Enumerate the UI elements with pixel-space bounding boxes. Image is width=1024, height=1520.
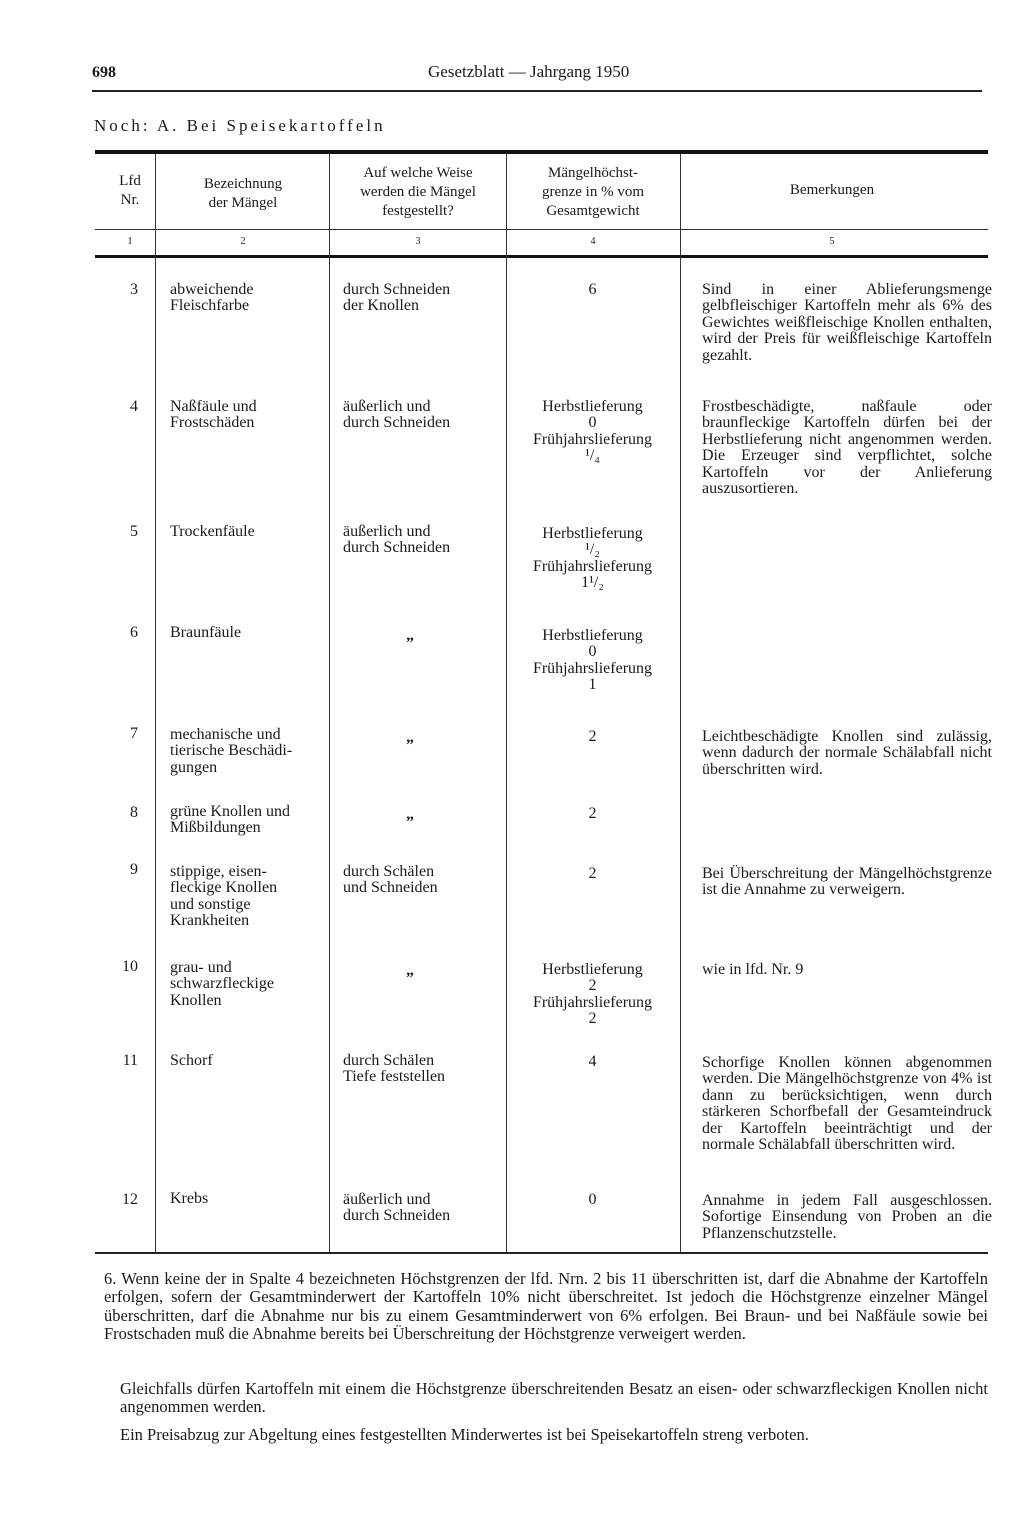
defect-name: Schorf	[170, 1052, 213, 1069]
row-number: 4	[130, 398, 138, 415]
row-number: 8	[130, 804, 138, 821]
remark: Frostbeschädigte, naßfaule oder braunfleckige Kartoffeln dürfen bei der Herbstlieferung nicht angenommen werden. Die Erzeuger sind verpflichtet, solche Kartoffeln vor der Anlieferung auszusortieren.	[702, 398, 992, 498]
page-number: 698	[92, 64, 116, 81]
column-number: 1	[127, 236, 133, 247]
row-number: 7	[130, 725, 138, 742]
section-subtitle: Noch: A. Bei Speisekartoffeln	[94, 116, 386, 135]
remark: Annahme in jedem Fall ausgeschlossen. Sofortige Einsendung von Proben an die Pflanzenschutzstelle.	[702, 1192, 992, 1242]
detection-method: durch Schälen Tiefe feststellen	[343, 1052, 446, 1086]
table-colnum-rule	[95, 255, 988, 258]
table-header-rule	[95, 229, 988, 230]
header-rule	[92, 90, 982, 92]
defect-name: mechanische und tierische Beschädi- gungen	[170, 726, 293, 776]
note-paragraph: Ein Preisabzug zur Abgeltung eines festgestellten Minderwertes ist bei Speisekartoffeln streng verboten.	[120, 1425, 809, 1444]
row-number: 10	[122, 958, 138, 975]
column-divider	[155, 154, 156, 1252]
defect-name: Naßfäule und Frostschäden	[170, 398, 257, 432]
table-bottom-rule	[95, 1252, 988, 1254]
detection-method: durch Schälen und Schneiden	[343, 863, 438, 897]
detection-method: durch Schneiden der Knollen	[343, 281, 451, 315]
table-top-rule	[95, 150, 988, 154]
remark: Schorfige Knollen können abgenommen werden. Die Mängelhöchstgrenze von 4% ist dann zu berücksichtigen, wenn durch stärkeren Schorfbefall der Gesamteindruck der Kartoffeln beeinträchtigt und der normale Schälabfall überschritten wird.	[702, 1054, 992, 1154]
defect-limit: Herbstlieferung ¹/₂ Frühjahrslieferung 1¹/₂	[532, 525, 653, 592]
row-number: 9	[130, 861, 138, 878]
column-header: Bezeichnung der Mängel	[203, 176, 283, 211]
row-number: 3	[130, 281, 138, 298]
column-number: 5	[829, 236, 835, 247]
column-number: 4	[590, 236, 596, 247]
defect-name: abweichende Fleischfarbe	[170, 281, 254, 315]
remark: wie in lfd. Nr. 9	[702, 961, 804, 978]
defect-limit: Herbstlieferung 0 Frühjahrslieferung 1	[532, 627, 653, 694]
defect-limit: 2	[588, 865, 597, 882]
note-paragraph: 6. Wenn keine der in Spalte 4 bezeichneten Höchstgrenzen der lfd. Nrn. 2 bis 11 überschritten ist, darf die Abnahme der Kartoffeln erfolgen, sofern der Gesamtminderwert der Kartoffeln 10% nicht überschreitet. Ist jedoch die Höchstgrenze einzelner Mängel überschritten, darf die Abnahme nur bis zu einem Gesamtminderwert von 6% erfolgen. Bei Braun- und bei Naßfäule sowie bei Frostschaden muß die Abnahme bereits bei Überschreitung der Höchstgrenze verweigert werden.	[104, 1269, 988, 1344]
row-number: 6	[130, 624, 138, 641]
remark: Bei Überschreitung der Mängelhöchstgrenze ist die Annahme zu verweigern.	[702, 865, 992, 899]
ditto-mark: „	[406, 729, 414, 746]
detection-method: äußerlich und durch Schneiden	[343, 1191, 451, 1225]
defect-name: grüne Knollen und Mißbildungen	[170, 803, 290, 837]
defect-name: Krebs	[170, 1190, 209, 1207]
remark: Sind in einer Ablieferungsmenge gelbfleischiger Kartoffeln mehr als 6% des Gewichtes weißfleischige Knollen enthalten, wird der Preis für weißfleischige Kartoffeln gezahlt.	[702, 281, 992, 364]
column-header: Mängelhöchst- grenze in % vom Gesamtgewicht	[541, 165, 645, 219]
column-number: 3	[415, 236, 421, 247]
defect-name: Trockenfäule	[170, 523, 255, 540]
column-header: Auf welche Weise werden die Mängel festgestellt?	[360, 165, 476, 219]
column-divider	[680, 154, 681, 1252]
defect-name: grau- und schwarzfleckige Knollen	[170, 959, 274, 1009]
column-header: Lfd Nr.	[119, 173, 141, 208]
detection-method: äußerlich und durch Schneiden	[343, 523, 451, 557]
column-number: 2	[240, 236, 246, 247]
ditto-mark: „	[406, 806, 414, 823]
defect-name: Braunfäule	[170, 624, 242, 641]
running-title: Gesetzblatt — Jahrgang 1950	[428, 62, 630, 81]
defect-limit: 2	[588, 805, 597, 822]
remark: Leichtbeschädigte Knollen sind zulässig, wenn dadurch der normale Schälabfall nicht überschritten wird.	[702, 728, 992, 778]
row-number: 12	[122, 1191, 138, 1208]
defect-limit: 6	[588, 281, 597, 298]
column-header: Bemerkungen	[789, 182, 875, 198]
column-divider	[506, 154, 507, 1252]
defect-limit: Herbstlieferung 2 Frühjahrslieferung 2	[532, 961, 653, 1028]
defect-limit: 2	[588, 728, 597, 745]
row-number: 5	[130, 523, 138, 540]
defect-limit: Herbstlieferung 0 Frühjahrslieferung ¹/₄	[532, 398, 653, 465]
note-paragraph: Gleichfalls dürfen Kartoffeln mit einem die Höchstgrenze überschreitenden Besatz an eisen- oder schwarzfleckigen Knollen nicht angenommen werden.	[120, 1379, 988, 1417]
defect-limit: 0	[588, 1191, 597, 1208]
defect-name: stippige, eisen- fleckige Knollen und sonstige Krankheiten	[170, 863, 278, 930]
detection-method: äußerlich und durch Schneiden	[343, 398, 451, 432]
column-divider	[329, 154, 330, 1252]
ditto-mark: „	[406, 627, 414, 644]
row-number: 11	[122, 1052, 138, 1069]
defect-limit: 4	[588, 1053, 597, 1070]
ditto-mark: „	[406, 962, 414, 979]
